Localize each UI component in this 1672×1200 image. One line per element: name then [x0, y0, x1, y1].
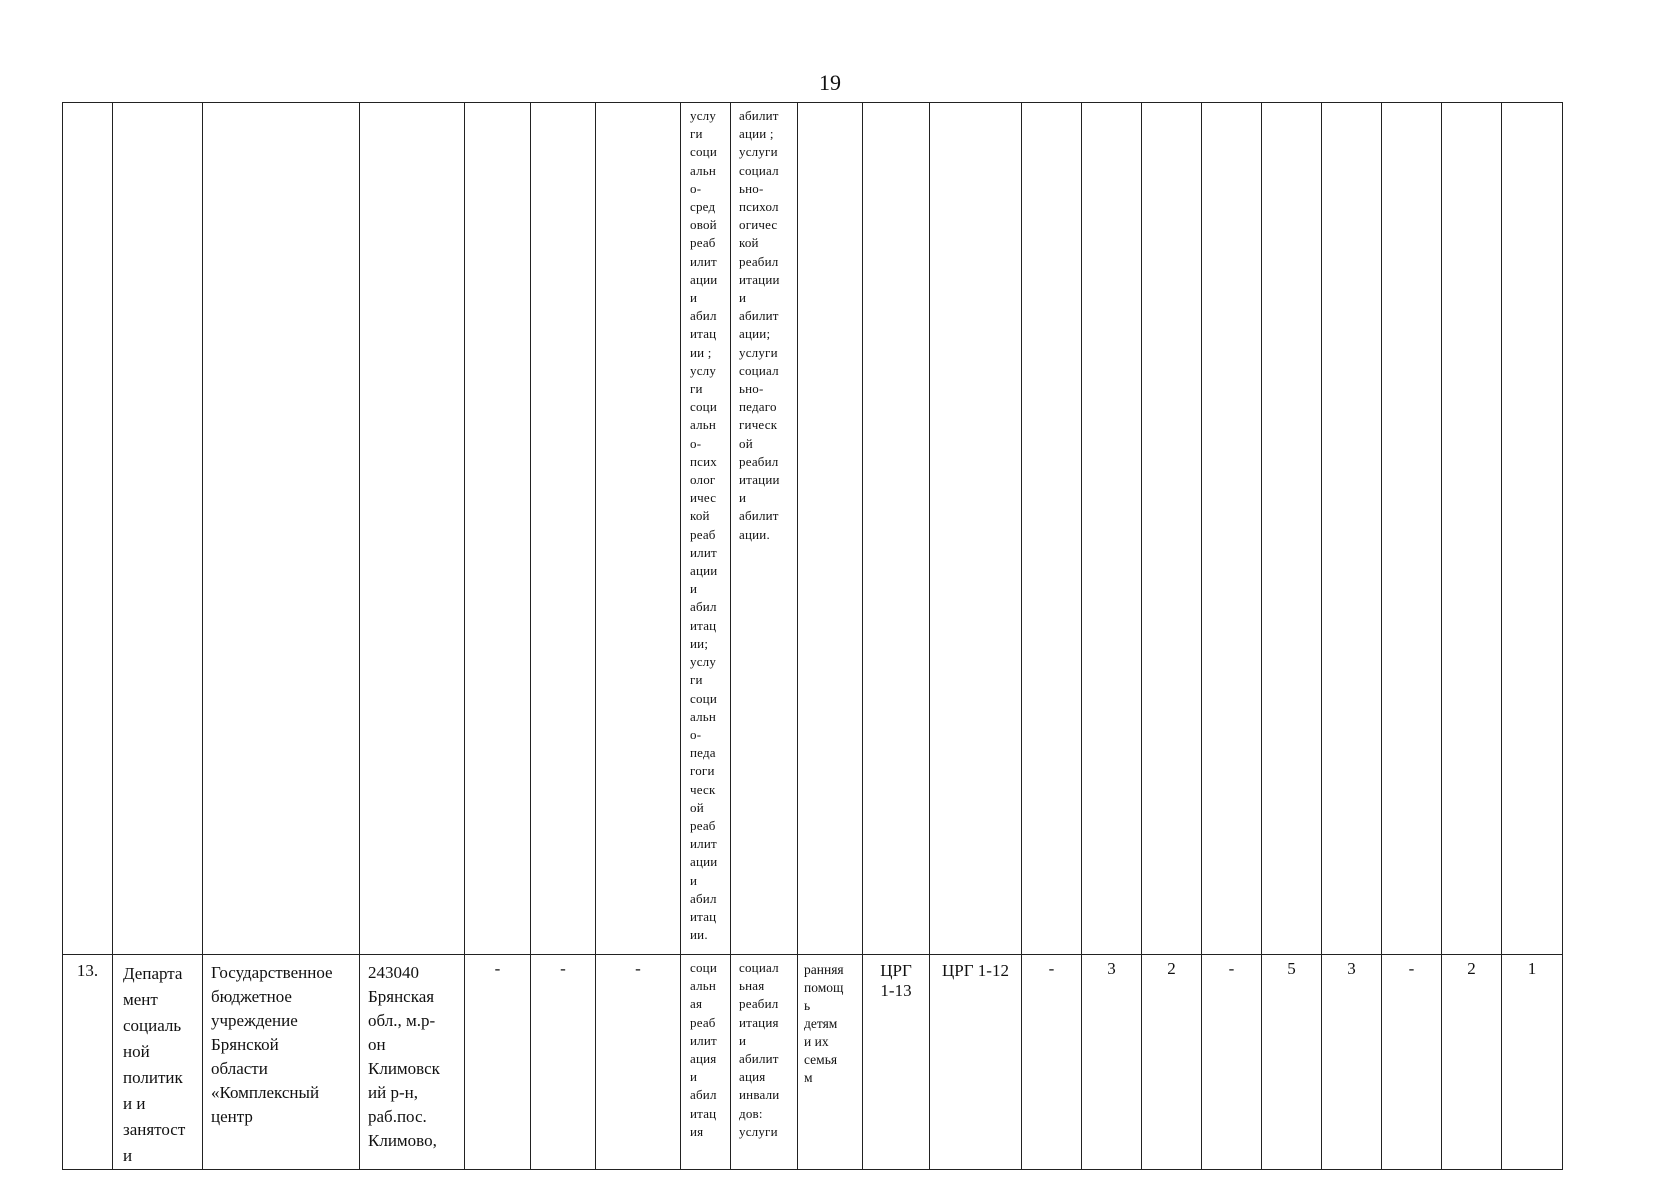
cell-empty	[798, 103, 863, 955]
cell-service-types-continued: услу ги соци альн о- сред овой реаб илит ации и абил итац ии ; услу ги соци альн о- псих олог ичес кой реаб илит ации и абил итац ии; услу ги соци альн о- педа гоги ческ ой реаб илит ации и абил итац ии.	[681, 103, 731, 955]
cell-early-help: ранняя помощ ь детям и их семья м	[798, 955, 863, 1170]
cell-col17: 5	[1262, 955, 1322, 1170]
cell-address: 243040 Брянская обл., м.р- он Климовск ий р-н, раб.пос. Климово,	[360, 955, 465, 1170]
cell-empty	[1502, 103, 1563, 955]
cell-empty	[863, 103, 930, 955]
cell-institution: Государственное бюджетное учреждение Брянской области «Комплексный центр	[203, 955, 360, 1170]
cell-empty	[465, 103, 531, 955]
cell-service-list: социал ьная реабил итация и абилит ация инвали дов: услуги	[731, 955, 798, 1170]
cell-col15: 2	[1142, 955, 1202, 1170]
cell-service-types: соци альн ая реаб илит ация и абил итац ия	[681, 955, 731, 1170]
cell-col7: -	[596, 955, 681, 1170]
cell-empty	[63, 103, 113, 955]
cell-empty	[1022, 103, 1082, 955]
cell-empty	[1322, 103, 1382, 955]
cell-department: Департа мент социаль ной политик и и занятост и	[113, 955, 203, 1170]
cell-col16: -	[1202, 955, 1262, 1170]
cell-empty	[1142, 103, 1202, 955]
cell-empty	[1202, 103, 1262, 955]
table-row-13	[63, 955, 1563, 1170]
cell-col14: 3	[1082, 955, 1142, 1170]
cell-col21: 1	[1502, 955, 1563, 1170]
cell-empty	[1262, 103, 1322, 955]
cell-col6: -	[531, 955, 596, 1170]
cell-empty	[360, 103, 465, 955]
cell-empty	[596, 103, 681, 955]
cell-empty	[1082, 103, 1142, 955]
cell-service-list-continued: абилит ации ; услуги социал ьно- психол огичес кой реабил итации и абилит ации; услуги социал ьно- педаго гическ ой реабил итации и абилит ации.	[731, 103, 798, 955]
cell-empty	[1382, 103, 1442, 955]
cell-empty	[531, 103, 596, 955]
cell-col5: -	[465, 955, 531, 1170]
cell-target-group-2: ЦРГ 1-12	[930, 955, 1022, 1170]
cell-col20: 2	[1442, 955, 1502, 1170]
cell-empty	[203, 103, 360, 955]
cell-empty	[1442, 103, 1502, 955]
cell-col19: -	[1382, 955, 1442, 1170]
cell-empty	[113, 103, 203, 955]
cell-target-group: ЦРГ 1-13	[863, 955, 930, 1170]
registry-table	[62, 102, 1563, 1170]
cell-col13: -	[1022, 955, 1082, 1170]
page-number: 19	[819, 70, 841, 95]
cell-empty	[930, 103, 1022, 955]
cell-row-number: 13.	[63, 955, 113, 1170]
table-row-continued	[63, 103, 1563, 955]
cell-col18: 3	[1322, 955, 1382, 1170]
